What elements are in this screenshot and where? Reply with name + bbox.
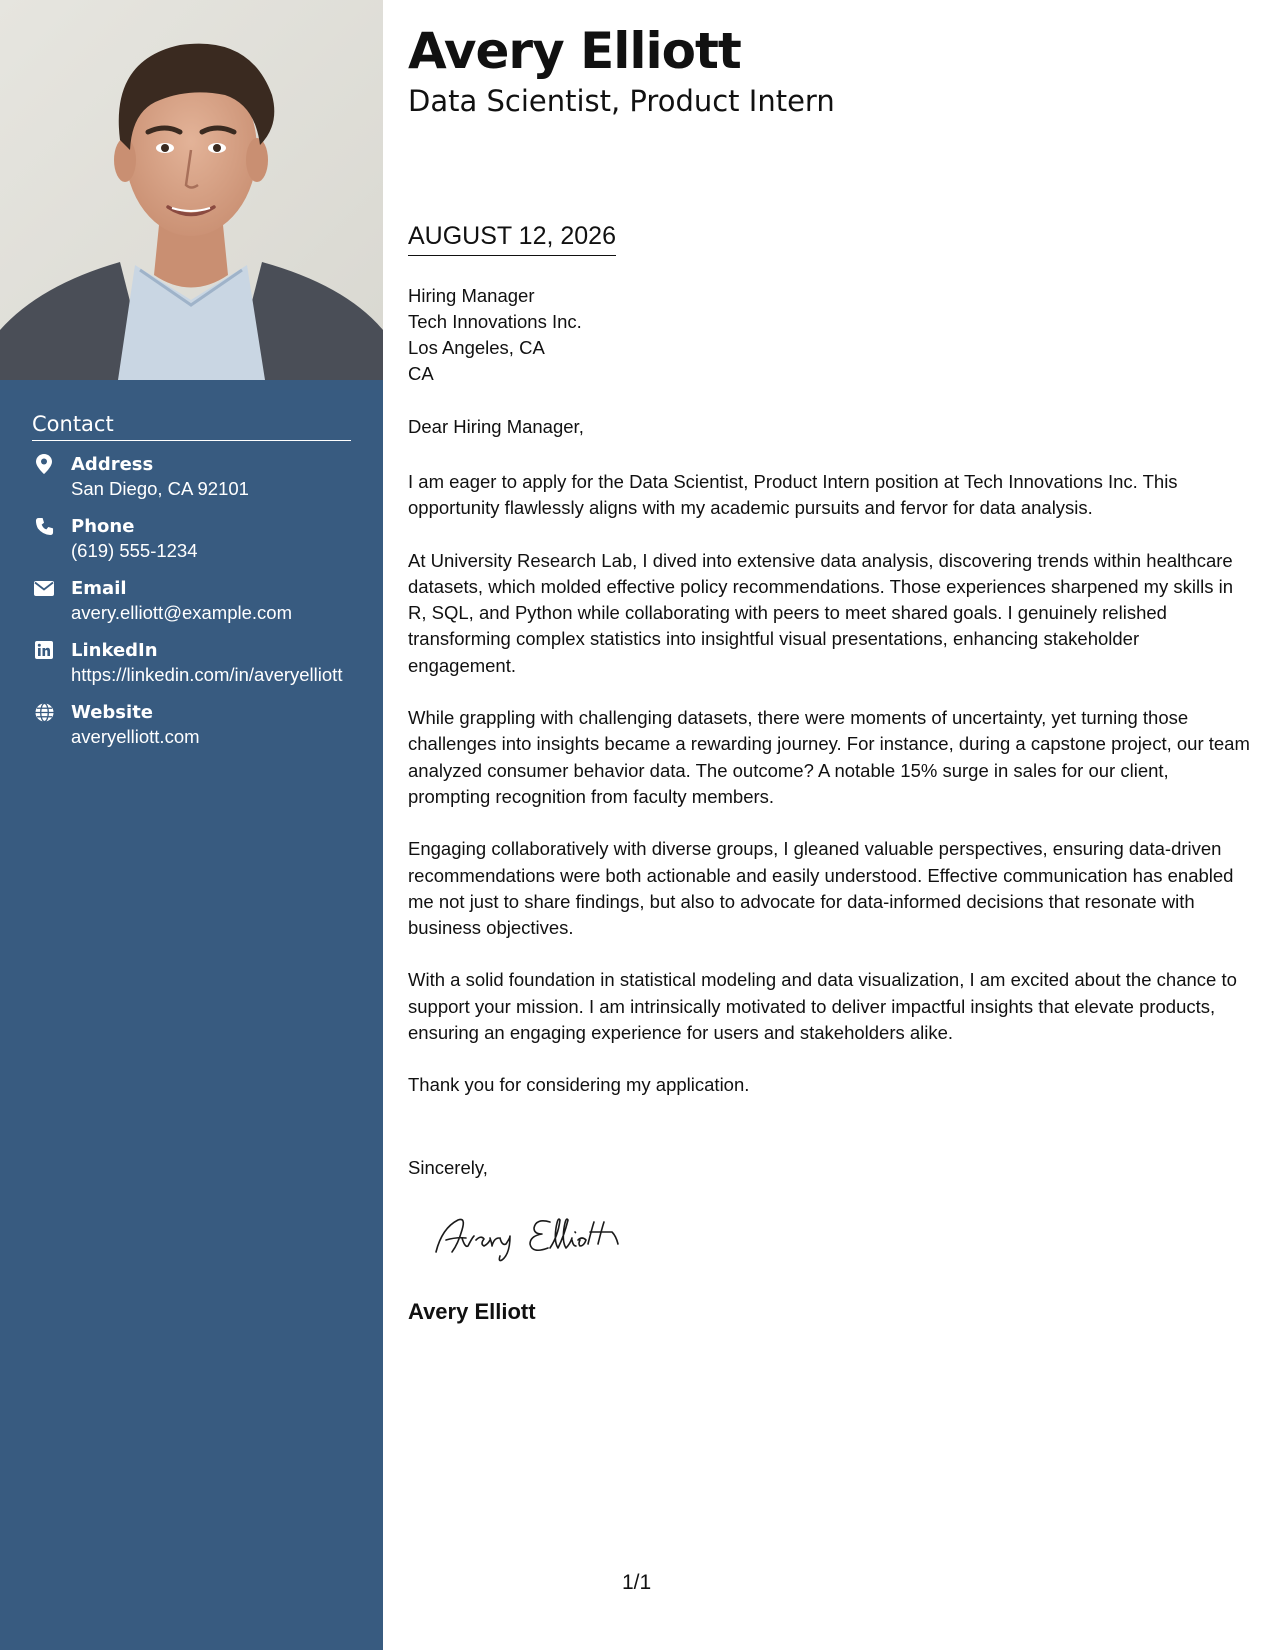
email-label: Email <box>71 578 127 599</box>
website-value[interactable]: averyelliott.com <box>71 726 200 747</box>
paragraph: While grappling with challenging datasets, there were moments of uncertainty, yet turning those challenges into insights became a rewarding journey. For instance, during a capstone project, our team analyzed consumer behavior data. The outcome? A notable 15% surge in sales for our client, prompting recognition from faculty members. <box>408 707 1250 807</box>
linkedin-icon <box>33 639 55 661</box>
recipient-line: Tech Innovations Inc. <box>408 311 582 332</box>
contact-address <box>32 453 351 501</box>
applicant-name: Avery Elliott <box>408 22 741 80</box>
paragraph: At University Research Lab, I dived into extensive data analysis, discovering trends within healthcare datasets, which molded effective policy recommendations. Those experiences sharpened my skills in R, SQL, and Python while collaborating with peers to meet shared goals. I genuinely relished transforming complex statistics into insightful visual presentations, enhancing stakeholder engagement. <box>408 549 1234 676</box>
letter-paragraphs <box>408 469 1250 1125</box>
contact-phone <box>32 515 351 563</box>
paragraph: I am eager to apply for the Data Scientist, Product Intern position at Tech Innovations Inc. This opportunity flawlessly aligns with my academic pursuits and fervor for data analysis. <box>408 471 1178 519</box>
contact-linkedin <box>32 639 351 687</box>
closing: Sincerely, <box>408 1157 488 1178</box>
globe-icon <box>33 701 55 723</box>
paragraph: Thank you for considering my application. <box>408 1074 750 1096</box>
linkedin-value[interactable]: https://linkedin.com/in/averyelliott <box>71 664 343 685</box>
phone-icon <box>33 515 55 537</box>
salutation: Dear Hiring Manager, <box>408 416 584 437</box>
contact-website <box>32 701 351 749</box>
sidebar <box>0 0 383 1650</box>
page-number: 1/1 <box>622 1571 652 1594</box>
phone-label: Phone <box>71 516 135 537</box>
recipient-block <box>408 283 582 387</box>
address-label: Address <box>71 454 154 475</box>
paragraph: With a solid foundation in statistical modeling and data visualization, I am excited about the chance to support your mission. I am intrinsically motivated to deliver impactful insights that elevate products, ensuring an engaging experience for users and stakeholders alike. <box>408 969 1237 1044</box>
contact-section <box>32 412 351 763</box>
envelope-icon <box>33 577 55 599</box>
paragraph: Engaging collaboratively with diverse groups, I gleaned valuable perspectives, ensuring data-driven recommendations were both actionable and easily understood. Effective communication has enabled me not just to share findings, but also to advocate for data-informed decisions that resonate with business objectives. <box>408 838 1234 939</box>
address-value: San Diego, CA 92101 <box>71 478 249 499</box>
map-pin-icon <box>33 453 55 475</box>
email-value[interactable]: avery.elliott@example.com <box>71 602 292 623</box>
signed-name: Avery Elliott <box>408 1299 536 1324</box>
profile-photo <box>0 0 383 380</box>
contact-heading: Contact <box>32 412 351 441</box>
applicant-role: Data Scientist, Product Intern <box>408 84 835 118</box>
recipient-line: Hiring Manager <box>408 285 535 306</box>
handwritten-signature <box>432 1208 652 1273</box>
recipient-line: Los Angeles, CA <box>408 337 545 358</box>
website-label: Website <box>71 702 154 723</box>
phone-value[interactable]: (619) 555-1234 <box>71 540 198 561</box>
linkedin-label: LinkedIn <box>71 640 158 661</box>
contact-email <box>32 577 351 625</box>
letter-date: AUGUST 12, 2026 <box>408 222 616 256</box>
recipient-line: CA <box>408 363 434 384</box>
